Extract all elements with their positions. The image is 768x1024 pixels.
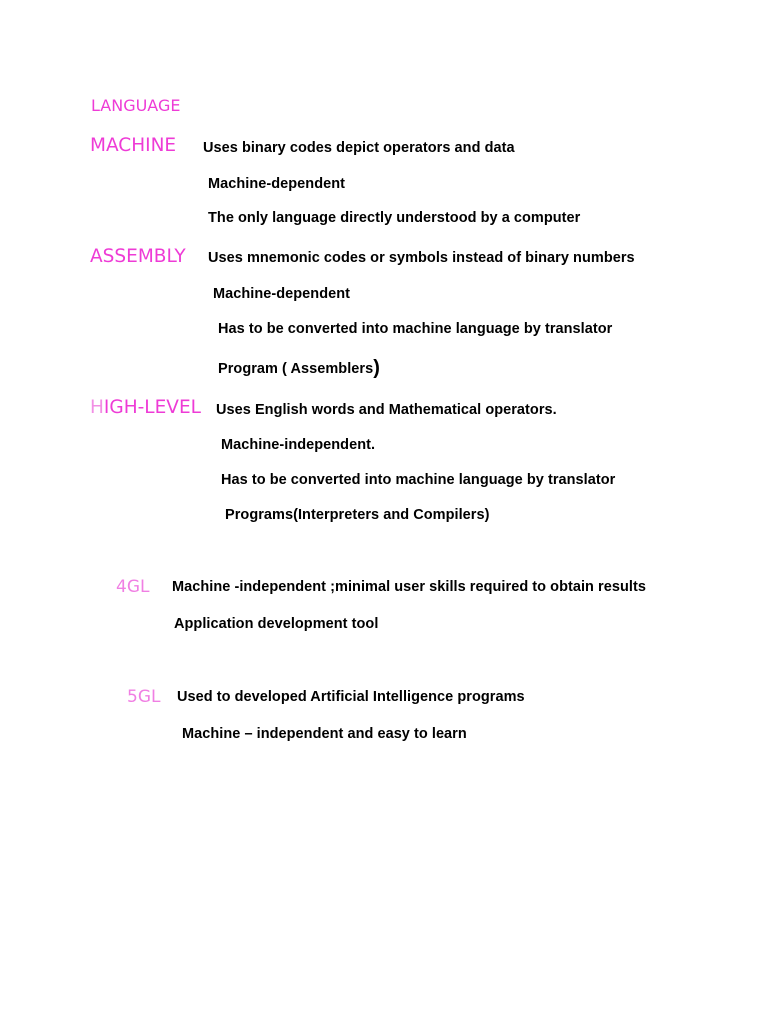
high-level-line-3: Has to be converted into machine language by translator: [221, 472, 616, 488]
assembly-line-3: Has to be converted into machine language by translator: [218, 321, 613, 337]
assembly-line-2: Machine-dependent: [213, 286, 350, 302]
high-level-line-4: Programs(Interpreters and Compilers): [225, 507, 490, 523]
assembly-closing-paren: ): [373, 357, 380, 379]
assembly-line-4-text: Program ( Assemblers: [218, 361, 374, 377]
fifth-gen-heading: 5GL: [127, 687, 161, 707]
machine-line-3: The only language directly understood by a computer: [208, 210, 581, 226]
high-level-line-1: Uses English words and Mathematical operators.: [216, 402, 557, 418]
fourth-gen-line-1: Machine -independent ;minimal user skills required to obtain results: [172, 579, 646, 595]
assembly-heading: ASSEMBLY: [90, 246, 186, 267]
high-level-line-2: Machine-independent.: [221, 437, 376, 453]
assembly-line-1: Uses mnemonic codes or symbols instead of binary numbers: [208, 250, 635, 266]
high-level-heading-rest: IGH-LEVEL: [103, 397, 201, 418]
machine-line-2: Machine-dependent: [208, 176, 345, 192]
fourth-gen-line-2: Application development tool: [174, 616, 379, 632]
high-level-heading: [90, 397, 201, 419]
page-title: LANGUAGE: [91, 96, 181, 115]
fifth-gen-line-1: Used to developed Artificial Intelligence programs: [177, 689, 525, 705]
assembly-line-4: [218, 359, 380, 378]
machine-heading: MACHINE: [90, 135, 177, 156]
fifth-gen-line-2: Machine – independent and easy to learn: [182, 726, 467, 742]
machine-line-1: Uses binary codes depict operators and data: [203, 140, 515, 156]
high-level-heading-first: H: [90, 397, 104, 418]
fourth-gen-heading: 4GL: [116, 577, 150, 597]
